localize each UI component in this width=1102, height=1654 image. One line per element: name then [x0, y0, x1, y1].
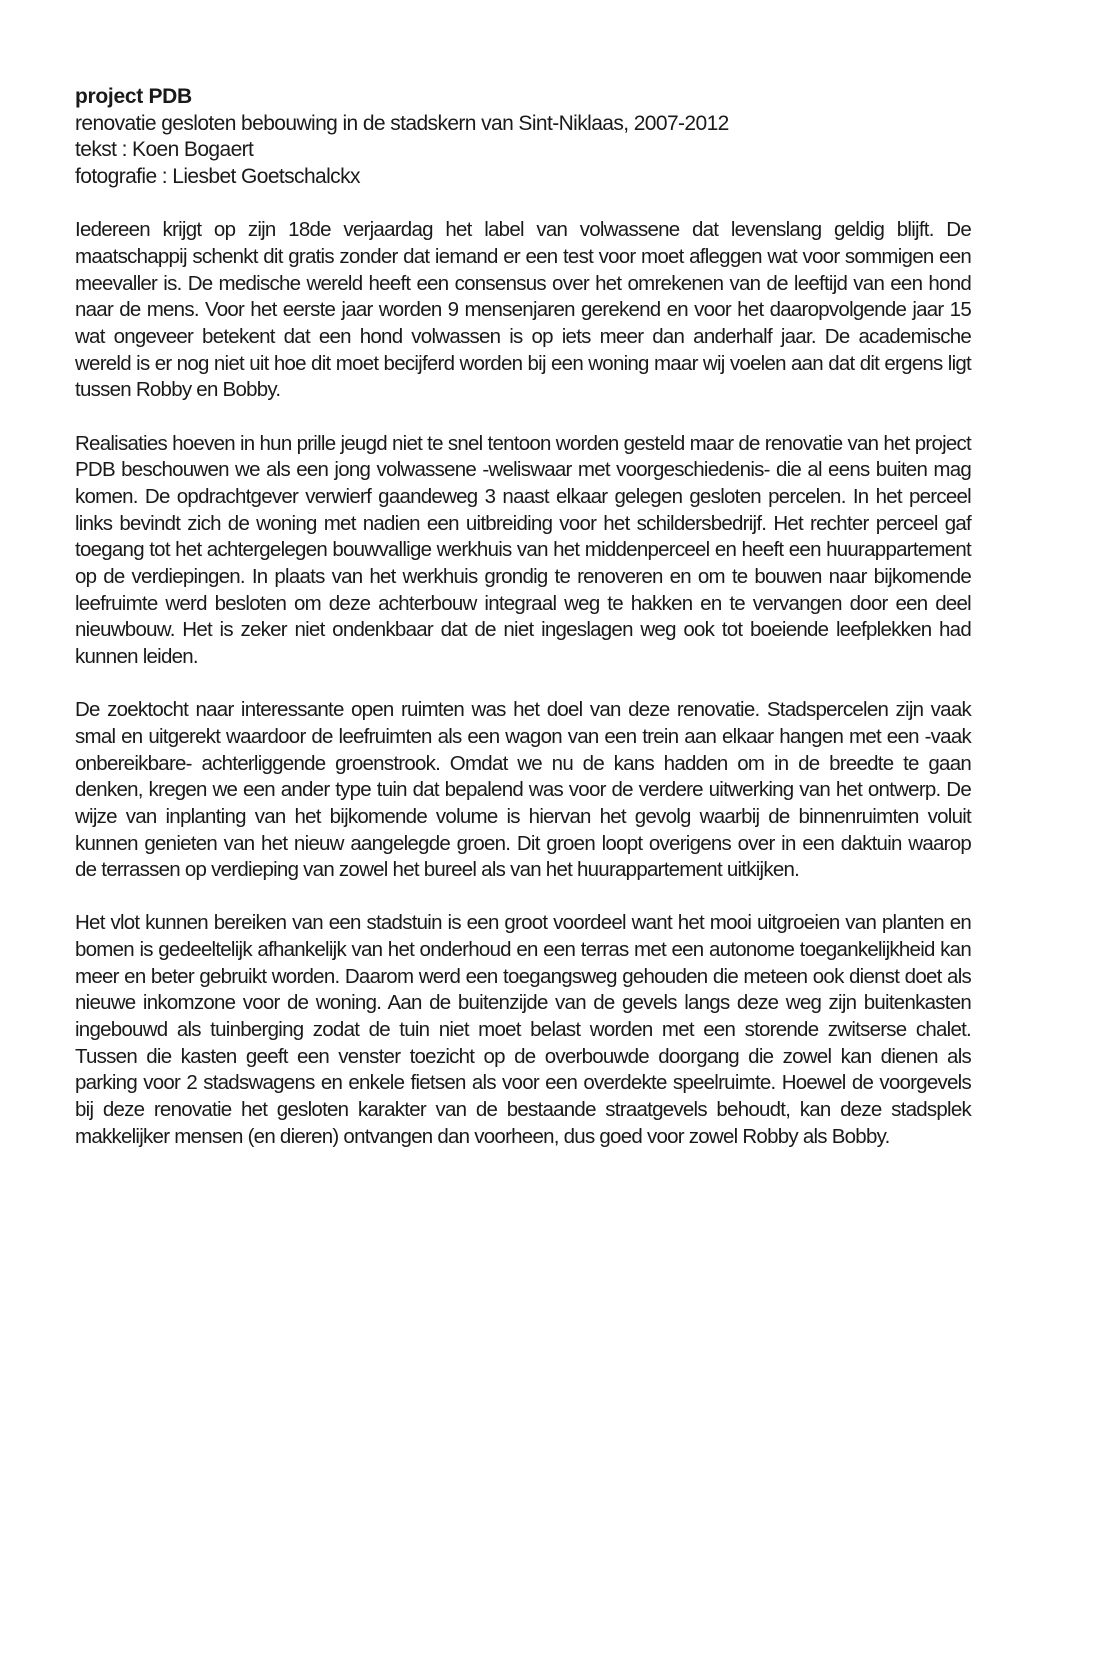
body-paragraph-1: Iedereen krijgt op zijn 18de verjaardag het label van volwassene dat levenslang geldig blijft. De maatschappij schenkt dit gratis zonder dat iemand er een test voor moet afleggen wat voor sommigen een meevaller is. De medische wereld heeft een consensus over het omrekenen van de leeftijd van een hond naar de mens. Voor het eerste jaar worden 9 mensenjaren gerekend en voor het daaropvolgende jaar 15 wat ongeveer betekent dat een hond volwassen is op iets meer dan anderhalf jaar. De academische wereld is er nog niet uit hoe dit moet becijferd worden bij een woning maar wij voelen aan dat dit ergens ligt tussen Robby en Bobby.: [75, 218, 971, 402]
photo-credit: fotografie : Liesbet Goetschalckx: [75, 165, 360, 189]
body-paragraph-4: Het vlot kunnen bereiken van een stadstuin is een groot voordeel want het mooi uitgroeien van planten en bomen is gedeeltelijk afhankelijk van het onderhoud en een terras met een autonome toegankelijkheid kan meer en beter gebruikt worden. Daarom werd een toegangsweg gehouden die meteen ook dienst doet als nieuwe inkomzone voor de woning. Aan de buitenzijde van de gevels langs deze weg zijn buitenkasten ingebouwd als tuinberging zodat de tuin niet moet belast worden met een storende zwitserse chalet. Tussen die kasten geeft een venster toezicht op de overbouwde doorgang die zowel kan dienen als parking voor 2 stadswagens en enkele fietsen als voor een overdekte speelruimte. Hoewel de voorgevels bij deze renovatie het gesloten karakter van de bestaande straatgevels behoudt, kan deze stadsplek makkelijker mensen (en dieren) ontvangen dan voorheen, dus goed voor zowel Robby als Bobby.: [75, 911, 971, 1148]
article-header: [75, 84, 971, 191]
text-credit: tekst : Koen Bogaert: [75, 138, 254, 162]
article-title: project PDB: [75, 85, 192, 108]
document-page: [75, 84, 971, 1177]
body-paragraph-3: De zoektocht naar interessante open ruimten was het doel van deze renovatie. Stadspercelen zijn vaak smal en uitgerekt waardoor de leefruimten als een wagon van een trein aan elkaar hangen met een -vaak onbereikbare- achterliggende groenstrook. Omdat we nu de kans hadden om in de breedte te gaan denken, kregen we een ander type tuin dat bepalend was voor de verdere uitwerking van het ontwerp. De wijze van inplanting van het bijkomende volume is hiervan het gevolg waarbij de binnenruimten voluit kunnen genieten van het nieuw aangelegde groen. Dit groen loopt overigens over in een daktuin waarop de terrassen op verdieping van zowel het bureel als van het huurappartement uitkijken.: [75, 698, 971, 882]
body-paragraph-2: Realisaties hoeven in hun prille jeugd niet te snel tentoon worden gesteld maar de renovatie van het project PDB beschouwen we als een jong volwassene -weliswaar met voorgeschiedenis- die al eens buiten mag komen. De opdrachtgever verwierf gaandeweg 3 naast elkaar gelegen gesloten percelen. In het perceel links bevindt zich de woning met nadien een uitbreiding voor het schildersbedrijf. Het rechter perceel gaf toegang tot het achtergelegen bouwvallige werkhuis van het middenperceel en heeft een huurappartement op de verdiepingen. In plaats van het werkhuis grondig te renoveren en om te bouwen naar bijkomende leefruimte werd besloten om deze achterbouw integraal weg te hakken en te vervangen door een deel nieuwbouw. Het is zeker niet ondenkbaar dat de niet ingeslagen weg ook tot boeiende leefplekken had kunnen leiden.: [75, 431, 971, 668]
article-subtitle: renovatie gesloten bebouwing in de stadskern van Sint-Niklaas, 2007-2012: [75, 111, 729, 135]
